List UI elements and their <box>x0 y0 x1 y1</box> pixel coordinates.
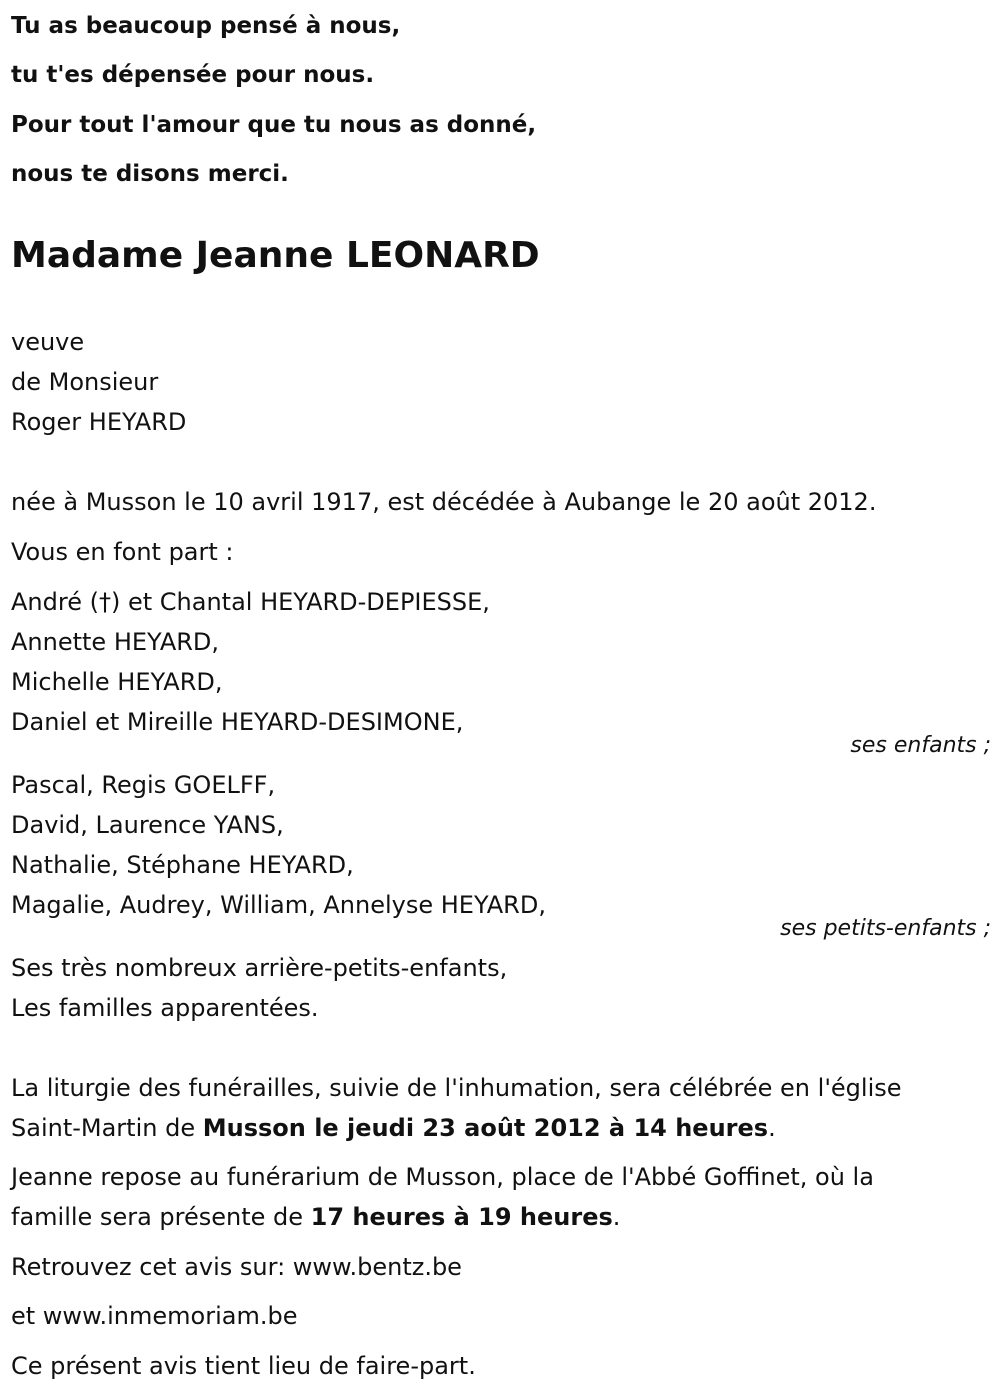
children-line-2: Annette HEYARD, <box>11 628 220 656</box>
funeral-line-1: La liturgie des funérailles, suivie de l'inhumation, sera célébrée en l'église <box>11 1074 902 1102</box>
deceased-name: Madame Jeanne LEONARD <box>11 235 540 276</box>
grandchildren-line-1: Pascal, Regis GOELFF, <box>11 771 276 799</box>
announcement-intro: Vous en font part : <box>11 538 234 566</box>
funeral-period: . <box>768 1114 776 1142</box>
poem-line-4: nous te disons merci. <box>11 161 289 187</box>
birth-death-line: née à Musson le 10 avril 1917, est décédée à Aubange le 20 août 2012. <box>11 488 877 516</box>
grandchildren-line-4: Magalie, Audrey, William, Annelyse HEYARD, <box>11 891 546 919</box>
visitation-hours: 17 heures à 19 heures <box>310 1203 613 1231</box>
poem-line-1: Tu as beaucoup pensé à nous, <box>11 13 401 39</box>
footer-line-3: Ce présent avis tient lieu de faire-part. <box>11 1352 476 1380</box>
others-line-2: Les familles apparentées. <box>11 994 319 1022</box>
grandchildren-line-2: David, Laurence YANS, <box>11 811 284 839</box>
poem-line-3: Pour tout l'amour que tu nous as donné, <box>11 112 537 138</box>
funeral-line-2 <box>11 1113 776 1143</box>
grandchildren-line-3: Nathalie, Stéphane HEYARD, <box>11 851 354 879</box>
children-line-3: Michelle HEYARD, <box>11 668 223 696</box>
footer-line-1: Retrouvez cet avis sur: www.bentz.be <box>11 1253 462 1281</box>
widow-line-2: de Monsieur <box>11 368 159 396</box>
visitation-prefix: famille sera présente de <box>11 1203 311 1231</box>
deceased-cross-icon: † <box>98 588 111 616</box>
visitation-line-1: Jeanne repose au funérarium de Musson, place de l'Abbé Goffinet, où la <box>11 1163 874 1191</box>
widow-line-1: veuve <box>11 328 85 356</box>
others-line-1: Ses très nombreux arrière-petits-enfants, <box>11 954 508 982</box>
children-line-1-end: ) et Chantal HEYARD-DEPIESSE, <box>110 588 490 616</box>
children-label: ses enfants ; <box>850 733 991 758</box>
grandchildren-label: ses petits-enfants ; <box>780 916 991 941</box>
funeral-place: Saint-Martin de <box>11 1114 203 1142</box>
visitation-line-2 <box>11 1202 620 1232</box>
children-line-1 <box>11 587 490 617</box>
children-line-1-start: André ( <box>11 588 99 616</box>
widow-line-3: Roger HEYARD <box>11 408 187 436</box>
visitation-period: . <box>612 1203 621 1231</box>
poem-line-2: tu t'es dépensée pour nous. <box>11 62 375 88</box>
children-line-4: Daniel et Mireille HEYARD-DESIMONE, <box>11 708 464 736</box>
footer-line-2: et www.inmemoriam.be <box>11 1302 298 1330</box>
funeral-date-time: Musson le jeudi 23 août 2012 à 14 heures <box>202 1114 769 1142</box>
